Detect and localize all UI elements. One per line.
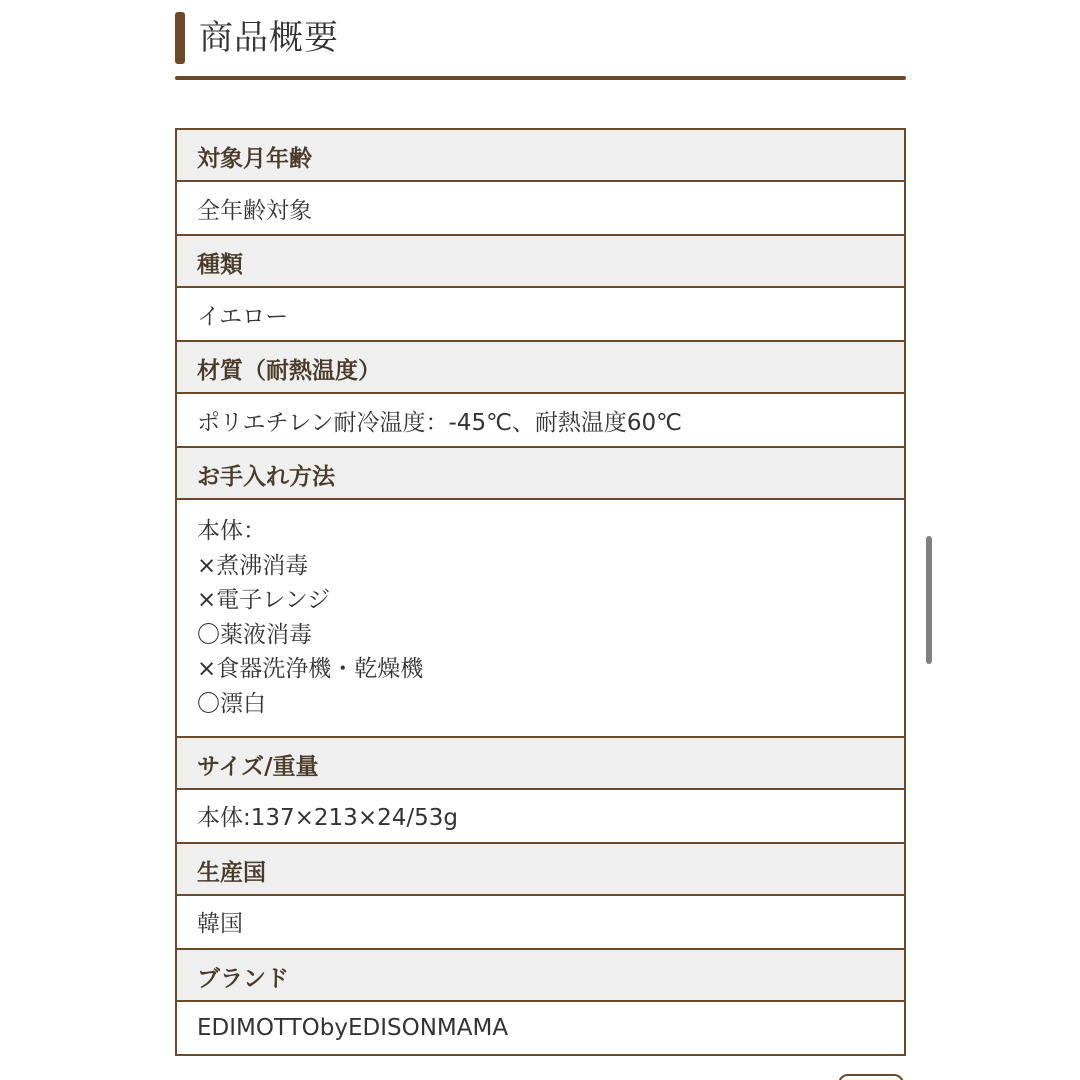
care-line-body: 本体： — [197, 518, 266, 544]
header-accent-bar — [175, 12, 185, 64]
vertical-scrollbar[interactable] — [926, 536, 932, 664]
product-spec-table — [175, 128, 906, 1056]
spec-label-row-size — [176, 737, 905, 789]
spec-label-row-age — [176, 129, 905, 181]
spec-value-row-size — [176, 789, 905, 843]
care-line-boiling: ×煮沸消毒 — [197, 552, 309, 579]
spec-label-material: 材質（耐熱温度） — [176, 341, 905, 393]
spec-label-row-brand — [176, 949, 905, 1001]
spec-label-brand: ブランド — [176, 949, 905, 1001]
spec-value-care — [176, 499, 905, 737]
spec-label-row-material — [176, 341, 905, 393]
spec-value-brand: EDIMOTTObyEDISONMAMA — [176, 1001, 905, 1055]
section-header — [175, 10, 906, 82]
section-title: 商品概要 — [199, 18, 339, 58]
spec-value-row-material — [176, 393, 905, 447]
spec-value-row-country — [176, 895, 905, 949]
care-line-microwave: ×電子レンジ — [197, 587, 331, 614]
spec-label-row-country — [176, 843, 905, 895]
partial-button[interactable] — [838, 1074, 904, 1080]
spec-label-country: 生産国 — [176, 843, 905, 895]
spec-value-material: ポリエチレン耐冷温度：-45℃、耐熱温度60℃ — [176, 393, 905, 447]
header-divider — [175, 76, 906, 80]
spec-value-row-brand — [176, 1001, 905, 1055]
spec-label-type: 種類 — [176, 235, 905, 287]
spec-value-type: イエロー — [176, 287, 905, 341]
spec-value-age: 全年齢対象 — [176, 181, 905, 235]
spec-value-country: 韓国 — [176, 895, 905, 949]
care-line-chemical: 〇薬液消毒 — [197, 621, 312, 648]
spec-label-care: お手入れ方法 — [176, 447, 905, 499]
spec-label-row-care — [176, 447, 905, 499]
spec-value-row-care — [176, 499, 905, 737]
spec-value-row-type — [176, 287, 905, 341]
care-line-dishwasher: ×食器洗浄機・乾燥機 — [197, 656, 424, 683]
spec-label-size: サイズ/重量 — [176, 737, 905, 789]
spec-value-size: 本体:137×213×24/53g — [176, 789, 905, 843]
spec-label-age: 対象月年齢 — [176, 129, 905, 181]
spec-value-row-age — [176, 181, 905, 235]
spec-label-row-type — [176, 235, 905, 287]
care-line-bleach: 〇漂白 — [197, 690, 266, 717]
